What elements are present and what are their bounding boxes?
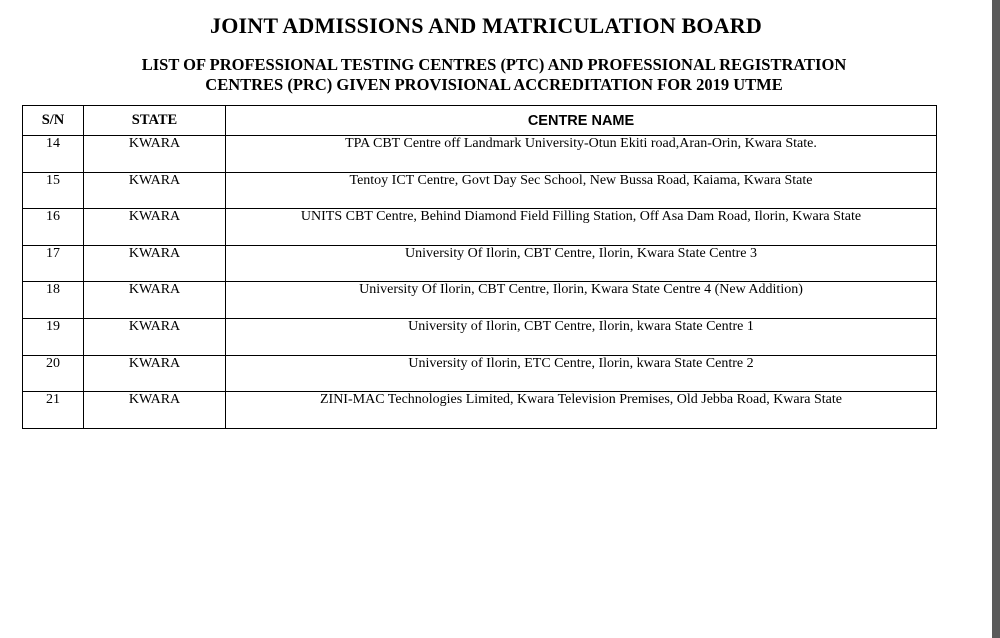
cell-state: KWARA	[84, 172, 226, 209]
cell-sn: 14	[23, 136, 84, 173]
cell-state: KWARA	[84, 282, 226, 319]
table-row	[23, 282, 937, 319]
cell-state: KWARA	[84, 136, 226, 173]
page-title: JOINT ADMISSIONS AND MATRICULATION BOARD	[210, 13, 762, 38]
column-header-state: STATE	[84, 106, 226, 136]
viewer-scrollbar-edge	[992, 0, 1000, 638]
table-row	[23, 318, 937, 355]
column-header-centre-name: CENTRE NAME	[226, 106, 937, 136]
table-row	[23, 245, 937, 282]
page-subtitle	[0, 55, 988, 95]
cell-sn: 21	[23, 392, 84, 429]
cell-state: KWARA	[84, 318, 226, 355]
cell-sn: 15	[23, 172, 84, 209]
cell-centre-name: TPA CBT Centre off Landmark University-Otun Ekiti road,Aran-Orin, Kwara State.	[226, 136, 937, 173]
cell-sn: 17	[23, 245, 84, 282]
cell-centre-name: University Of Ilorin, CBT Centre, Ilorin, Kwara State Centre 4 (New Addition)	[226, 282, 937, 319]
subtitle-line-1: LIST OF PROFESSIONAL TESTING CENTRES (PTC) AND PROFESSIONAL REGISTRATION	[141, 55, 847, 74]
cell-state: KWARA	[84, 392, 226, 429]
cell-centre-name: University Of Ilorin, CBT Centre, Ilorin, Kwara State Centre 3	[226, 245, 937, 282]
table-row	[23, 355, 937, 392]
cell-sn: 18	[23, 282, 84, 319]
cell-state: KWARA	[84, 245, 226, 282]
cell-centre-name: Tentoy ICT Centre, Govt Day Sec School, New Bussa Road, Kaiama, Kwara State	[226, 172, 937, 209]
cell-state: KWARA	[84, 355, 226, 392]
table-row	[23, 392, 937, 429]
subtitle-line-2: CENTRES (PRC) GIVEN PROVISIONAL ACCREDITATION FOR 2019 UTME	[205, 75, 783, 94]
cell-sn: 19	[23, 318, 84, 355]
cell-centre-name: University of Ilorin, CBT Centre, Ilorin, kwara State Centre 1	[226, 318, 937, 355]
centres-table	[22, 105, 937, 429]
cell-centre-name: UNITS CBT Centre, Behind Diamond Field Filling Station, Off Asa Dam Road, Ilorin, Kwara State	[226, 209, 937, 246]
cell-state: KWARA	[84, 209, 226, 246]
table-row	[23, 209, 937, 246]
table-header-row	[23, 106, 937, 136]
cell-centre-name: University of Ilorin, ETC Centre, Ilorin, kwara State Centre 2	[226, 355, 937, 392]
table-row	[23, 172, 937, 209]
table-row	[23, 136, 937, 173]
cell-centre-name: ZINI-MAC Technologies Limited, Kwara Television Premises, Old Jebba Road, Kwara State	[226, 392, 937, 429]
cell-sn: 20	[23, 355, 84, 392]
column-header-sn: S/N	[23, 106, 84, 136]
cell-sn: 16	[23, 209, 84, 246]
